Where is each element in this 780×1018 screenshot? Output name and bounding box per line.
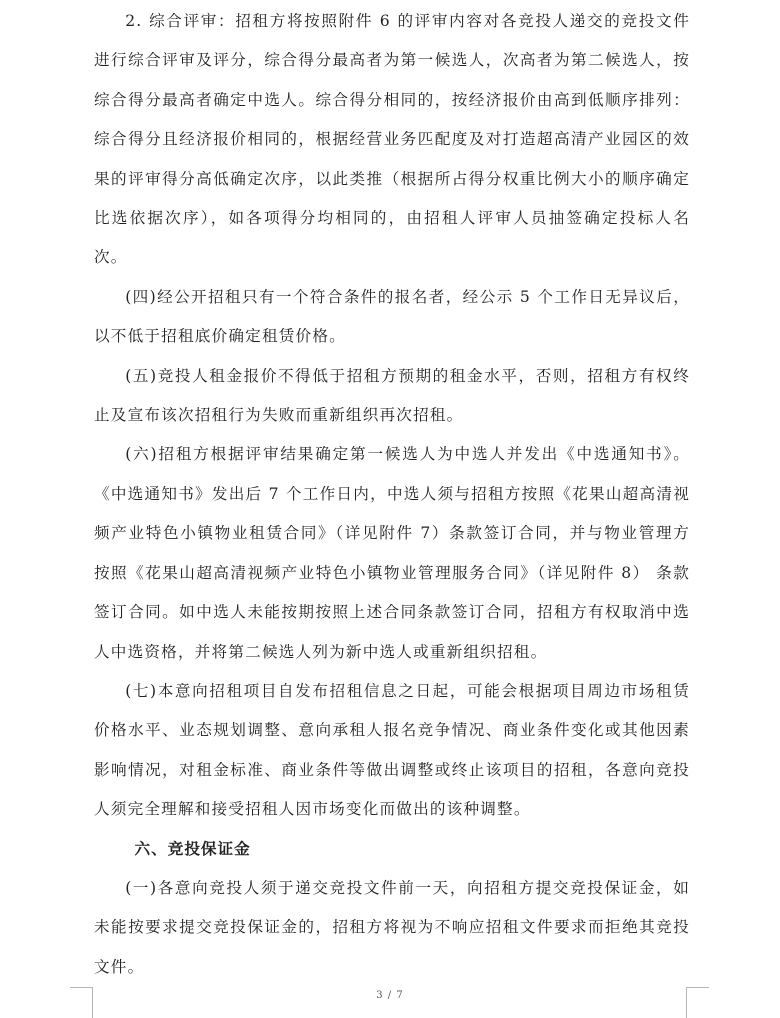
page-number: 3 / 7 (376, 990, 404, 1001)
page-content (94, 2, 690, 987)
paragraph-comprehensive-review: 2. 综合评审：招租方将按照附件 6 的评审内容对各竞投人递交的竞投文件进行综合评审及评分，综合得分最高者为第一候选人，次高者为第二候选人，按综合得分最高者确定中选人。综合得分相同的，按经济报价由高到低顺序排列：综合得分且经济报价相同的，根据经营业务匹配度及对打造超高清产业园区的效果的评审得分高低确定次序，以此类推（根据所占得分权重比例大小的顺序确定比选依据次序），如各项得分均相同的，由招租人评审人员抽签确定投标人名次。 (94, 12, 690, 267)
paragraph-deposit-item-1: (一)各意向竞投人须于递交竞投文件前一天，向招租方提交竞投保证金，如未能按要求提交竞投保证金的，招租方将视为不响应招租文件要求而拒绝其竞投文件。 (94, 878, 690, 976)
paragraph-item-7: (七)本意向招租项目自发布招租信息之日起，可能会根据项目周边市场租赁价格水平、业态规划调整、意向承租人报名竞争情况、商业条件变化或其他因素影响情况，对租金标准、商业条件等做出调整或终止该项目的招租，各意向竞投人须完全理解和接受招租人因市场变化而做出的该种调整。 (94, 681, 690, 819)
paragraph-item-4: (四)经公开招租只有一个符合条件的报名者，经公示 5 个工作日无异议后，以不低于招租底价确定租赁价格。 (94, 287, 690, 346)
paragraph-item-6: (六)招租方根据评审结果确定第一候选人为中选人并发出《中选通知书》。《中选通知书》发出后 7 个工作日内，中选人须与招租方按照《花果山超高清视频产业特色小镇物业租赁合同》（详见附件 7）条款签订合同，并与物业管理方按照《花果山超高清视频产业特色小镇物业管理服务合同》（详见附件 8） 条款签订合同。如中选人未能按期按照上述合同条款签订合同，招租方有权取消中选人中选资格，并将第二候选人列为新中选人或重新组织招租。 (94, 445, 690, 661)
paragraph-item-5: (五)竞投人租金报价不得低于招租方预期的租金水平，否则，招租方有权终止及宣布该次招租行为失败而重新组织再次招租。 (94, 366, 690, 425)
section-heading-deposit: 六、竞投保证金 (134, 839, 251, 858)
